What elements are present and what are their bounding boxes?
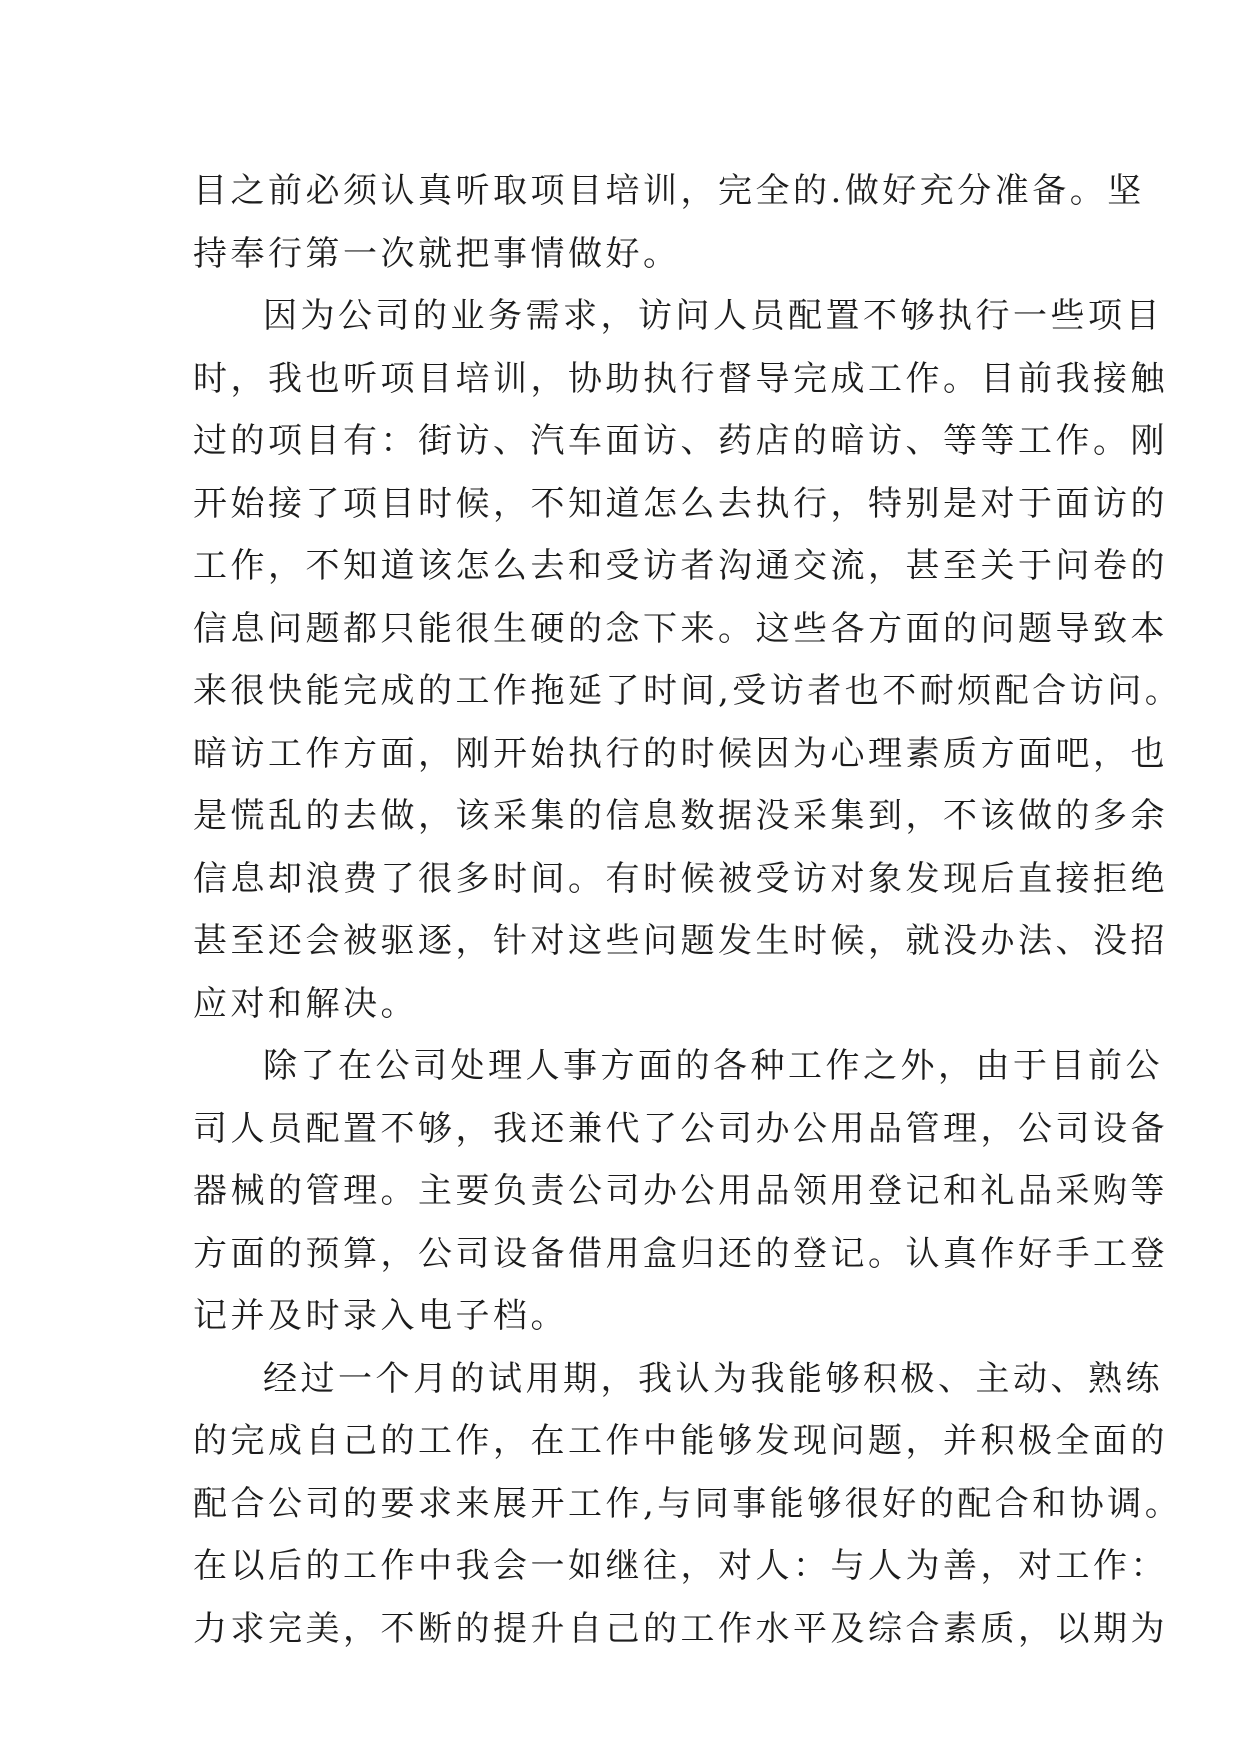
paragraph-first-line: 经过一个月的试用期，我认为我能够积极、主动、熟练 <box>263 1358 1163 1399</box>
body-text <box>193 160 1183 1660</box>
text-line: 暗访工作方面，刚开始执行的时候因为心理素质方面吧，也 <box>193 733 1168 774</box>
paragraph-first-line: 因为公司的业务需求，访问人员配置不够执行一些项目 <box>263 296 1163 336</box>
text-line: 在以后的工作中我会一如继往，对人：与人为善，对工作： <box>193 1546 1168 1586</box>
text-line: 工作，不知道该怎么去和受访者沟通交流，甚至关于问卷的 <box>193 546 1168 586</box>
text-line: 司人员配置不够，我还兼代了公司办公用品管理，公司设备 <box>193 1108 1168 1149</box>
text-line: 过的项目有：街访、汽车面访、药店的暗访、等等工作。刚 <box>193 421 1168 461</box>
text-line: 器械的管理。主要负责公司办公用品领用登记和礼品采购等 <box>193 1171 1168 1211</box>
text-line: 目之前必须认真听取项目培训，完全的.做好充分准备。坚 <box>193 171 1145 211</box>
text-line: 甚至还会被驱逐，针对这些问题发生时候，就没办法、没招 <box>193 921 1168 961</box>
text-line: 信息问题都只能很生硬的念下来。这些各方面的问题导致本 <box>193 608 1168 649</box>
text-line: 时，我也听项目培训，协助执行督导完成工作。目前我接触 <box>193 358 1168 399</box>
text-line: 来很快能完成的工作拖延了时间,受访者也不耐烦配合访问。 <box>193 671 1183 711</box>
paragraph-first-line: 除了在公司处理人事方面的各种工作之外，由于目前公 <box>263 1046 1163 1086</box>
text-line: 的完成自己的工作，在工作中能够发现问题，并积极全面的 <box>193 1421 1168 1461</box>
text-line: 是慌乱的去做，该采集的信息数据没采集到，不该做的多余 <box>193 796 1168 836</box>
text-line: 记并及时录入电子档。 <box>193 1296 568 1336</box>
text-line: 配合公司的要求来展开工作,与同事能够很好的配合和协调。 <box>193 1483 1183 1524</box>
text-line: 持奉行第一次就把事情做好。 <box>193 233 681 274</box>
text-line: 开始接了项目时候，不知道怎么去执行，特别是对于面访的 <box>193 483 1168 524</box>
text-line: 应对和解决。 <box>193 983 418 1024</box>
text-line: 力求完美，不断的提升自己的工作水平及综合素质，以期为 <box>193 1608 1168 1649</box>
text-line: 信息却浪费了很多时间。有时候被受访对象发现后直接拒绝 <box>193 858 1168 899</box>
text-line: 方面的预算，公司设备借用盒归还的登记。认真作好手工登 <box>193 1233 1168 1274</box>
